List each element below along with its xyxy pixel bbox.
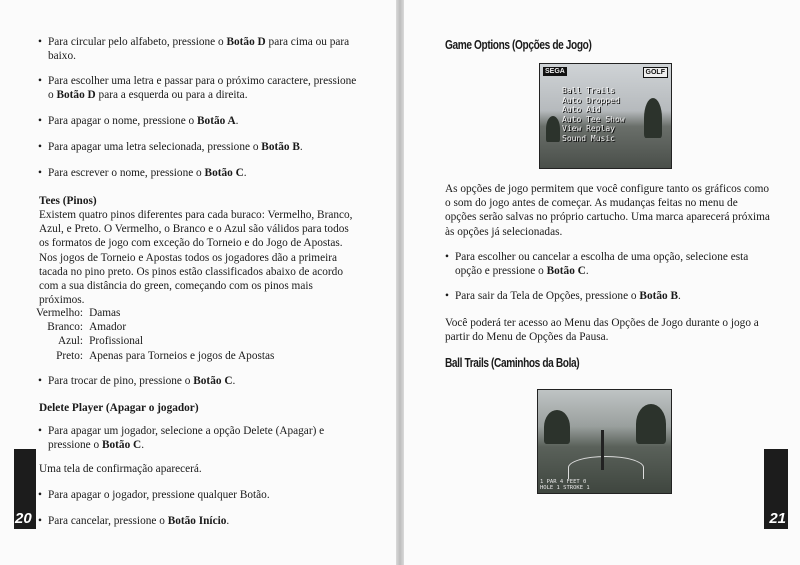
- tree-graphic: [544, 410, 570, 444]
- tees-heading: Tees (Pinos): [39, 195, 97, 207]
- bullet-erase-name: • Para apagar o nome, pressione o Botão A.: [38, 115, 239, 127]
- bullet-erase-letter: • Para apagar uma letra selecionada, pressione o Botão B.: [38, 141, 303, 153]
- page-tab-left: [14, 449, 36, 529]
- tree-graphic: [636, 404, 666, 444]
- game-options-screenshot: [539, 63, 672, 169]
- ball-trails-heading: Ball Trails (Caminhos da Bola): [445, 355, 580, 370]
- bullet-confirm-delete: • Para apagar o jogador, pressione qualquer Botão.: [38, 489, 270, 501]
- tees-row: Azul: Profissional: [57, 335, 144, 348]
- delete-player-heading: Delete Player (Apagar o jogador): [39, 402, 199, 414]
- menu-item: Auto Dropped: [562, 95, 620, 105]
- tree-graphic: [546, 116, 560, 142]
- bullet-exit-options: • Para sair da Tela de Opções, pressione o Botão B.: [445, 290, 681, 302]
- tees-row: Preto: Apenas para Torneios e jogos de Apostas: [56, 349, 275, 362]
- sega-logo: SEGA: [545, 68, 565, 75]
- tees-body: Existem quatro pinos diferentes para cada buraco: Vermelho, Branco, Azul, e Preto. O Vermelho, o Branco e o Azul são válidos para todos os formatos de jogo com exceção do Torneio e do Jogo de Apostas. Nos jogos de Torneio e Apostas todos os jogadores dão a primeira tacada no pino preto. Os pinos estão classificados abaixo de acordo com a sua distância do green, começando com os pinos mais próximos.: [39, 209, 353, 307]
- golfer-figure: [601, 430, 604, 470]
- tree-graphic: [644, 98, 662, 138]
- menu-item: Ball Trails: [562, 86, 615, 95]
- menu-item: Auto Aid: [562, 105, 601, 114]
- game-hud: 1 PAR 4 FEET 0 HOLE 1 STROKE 1: [540, 479, 590, 491]
- bullet-cancel: • Para cancelar, pressione o Botão Início.: [38, 515, 230, 527]
- page-tab-right: [764, 449, 788, 529]
- menu-item: View Replay: [562, 124, 615, 133]
- bullet-delete-player: • Para apagar um jogador, selecione a opção Delete (Apagar) e pressione o Botão C.: [38, 425, 325, 452]
- ball-trail-arc: [568, 456, 644, 479]
- page-number: 20: [15, 510, 32, 527]
- bullet-choose-letter: • Para escolher uma letra e passar para o próximo caractere, pressione o Botão D para a esquerda ou para a direita.: [38, 75, 357, 102]
- tees-row: Vermelho: Damas: [36, 307, 121, 319]
- golf-logo: GOLF: [643, 67, 668, 78]
- bullet-alphabet: • Para circular pelo alfabeto, pressione o Botão D para cima ou para baixo.: [38, 36, 350, 63]
- tees-row: Branco: Amador: [47, 321, 127, 334]
- pause-menu-text: Você poderá ter acesso ao Menu das Opções de Jogo durante o jogo a partir do Menu de Opções da Pausa.: [445, 317, 759, 344]
- tees-table: [36, 306, 274, 363]
- book-gutter: [396, 0, 404, 565]
- ball-trails-screenshot: [537, 389, 672, 494]
- game-options-intro: As opções de jogo permitem que você configure tanto os gráficos como o som do jogo antes de começar. As mudanças feitas no menu de opções serão salvas no próprio cartucho. Uma marca aparecerá próxima às opções já selecionadas.: [445, 183, 770, 238]
- options-menu: [562, 86, 625, 143]
- bullet-toggle-option: • Para escolher ou cancelar a escolha de uma opção, selecione esta opção e pressione o Botão C.: [445, 251, 749, 278]
- page-number: 21: [769, 510, 786, 527]
- menu-item: Auto Tee Show: [562, 114, 625, 124]
- bullet-write-name: • Para escrever o nome, pressione o Botão C.: [38, 167, 247, 179]
- game-options-heading: Game Options (Opções de Jogo): [445, 37, 592, 52]
- menu-item: Sound Music: [562, 133, 615, 143]
- confirm-text: Uma tela de confirmação aparecerá.: [39, 463, 202, 475]
- bullet-change-tee: • Para trocar de pino, pressione o Botão C.: [38, 375, 236, 387]
